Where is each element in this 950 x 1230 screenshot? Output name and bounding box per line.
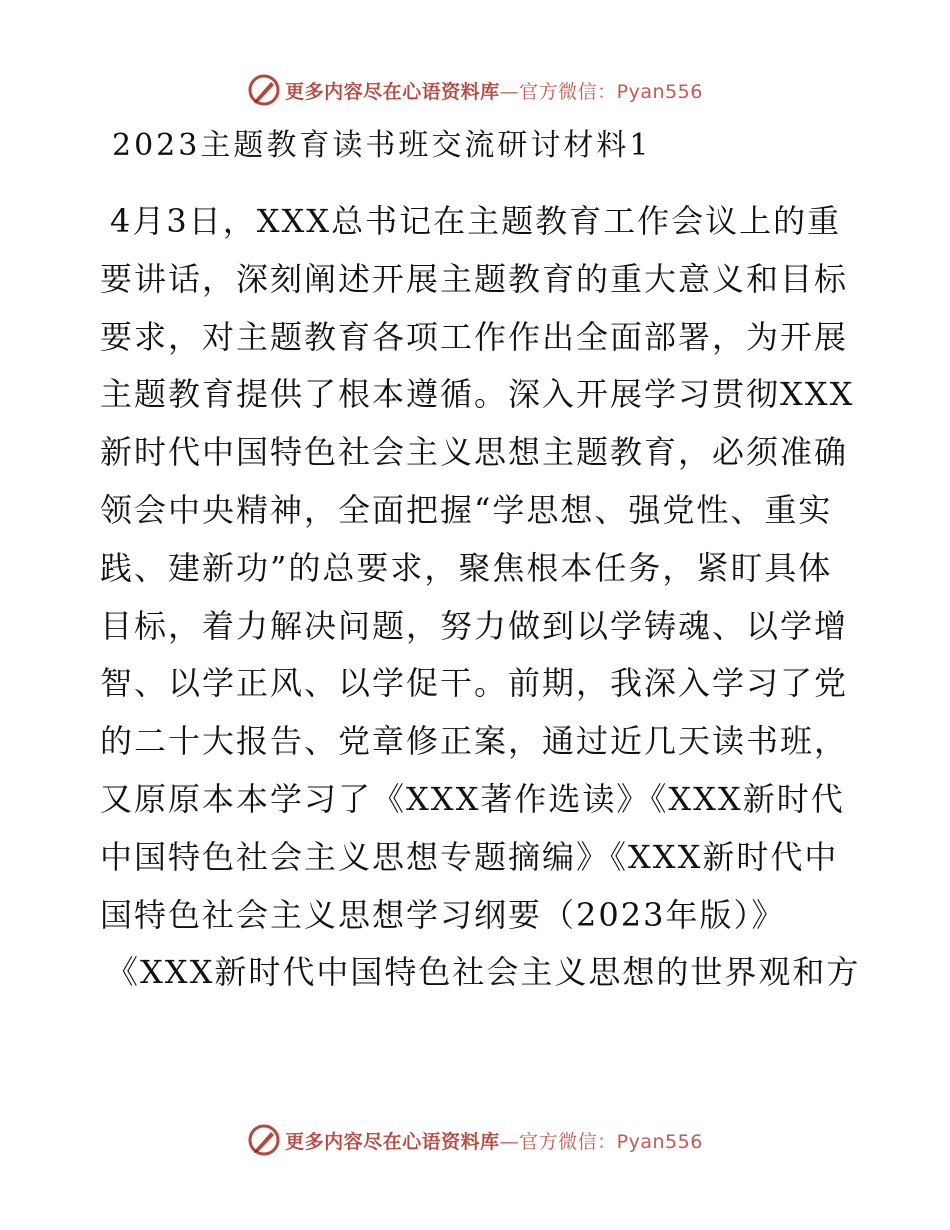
header-watermark-text (285, 77, 703, 104)
body-line: 践、建新功”的总要求，聚焦根本任务，紧盯具体 (100, 548, 833, 587)
footer-watermark-brand: 更多内容尽在心语资料库 (285, 1130, 500, 1153)
document-body (100, 193, 860, 1002)
header-watermark-brand: 更多内容尽在心语资料库 (285, 80, 500, 103)
header-watermark-banner (0, 70, 950, 110)
body-line: 4月3日，XXX总书记在主题教育工作会议上的重 (110, 202, 842, 240)
body-line: 要讲话，深刻阐述开展主题教育的重大意义和目标 (100, 259, 849, 298)
body-line: 《XXX新时代中国特色社会主义思想的世界观和方 (106, 953, 861, 992)
body-line: 的二十大报告、党章修正案，通过近几天读书班， (100, 722, 849, 761)
body-line: 目标，着力解决问题，努力做到以学铸魂、以学增 (100, 606, 849, 645)
body-line: 领会中央精神，全面把握“学思想、强党性、重实 (100, 490, 833, 529)
body-line: 又原原本本学习了《XXX著作选读》《XXX新时代 (100, 779, 845, 818)
footer-watermark-text (285, 1127, 703, 1154)
body-line: 要求，对主题教育各项工作作出全面部署，为开展 (100, 317, 849, 356)
body-line: 新时代中国特色社会主义思想主题教育，必须准确 (100, 433, 849, 472)
document-title: 2023主题教育读书班交流研讨材料1 (112, 128, 652, 163)
header-watermark-dash: — (499, 80, 520, 103)
pen-circle-logo-icon (247, 1123, 281, 1157)
body-line: 智、以学正风、以学促干。前期，我深入学习了党 (100, 664, 849, 703)
header-watermark-wechat: 官方微信：Pyan556 (519, 80, 703, 103)
footer-watermark-dash: — (499, 1130, 520, 1153)
footer-watermark-banner (0, 1120, 950, 1160)
footer-watermark-wechat: 官方微信：Pyan556 (519, 1130, 703, 1153)
pen-circle-logo-icon (247, 73, 281, 107)
body-line: 主题教育提供了根本遵循。深入开展学习贯彻XXX (100, 375, 855, 414)
body-line: 国特色社会主义思想学习纲要（2023年版）》 (100, 895, 786, 934)
body-line: 中国特色社会主义思想专题摘编》《XXX新时代中 (100, 837, 839, 876)
